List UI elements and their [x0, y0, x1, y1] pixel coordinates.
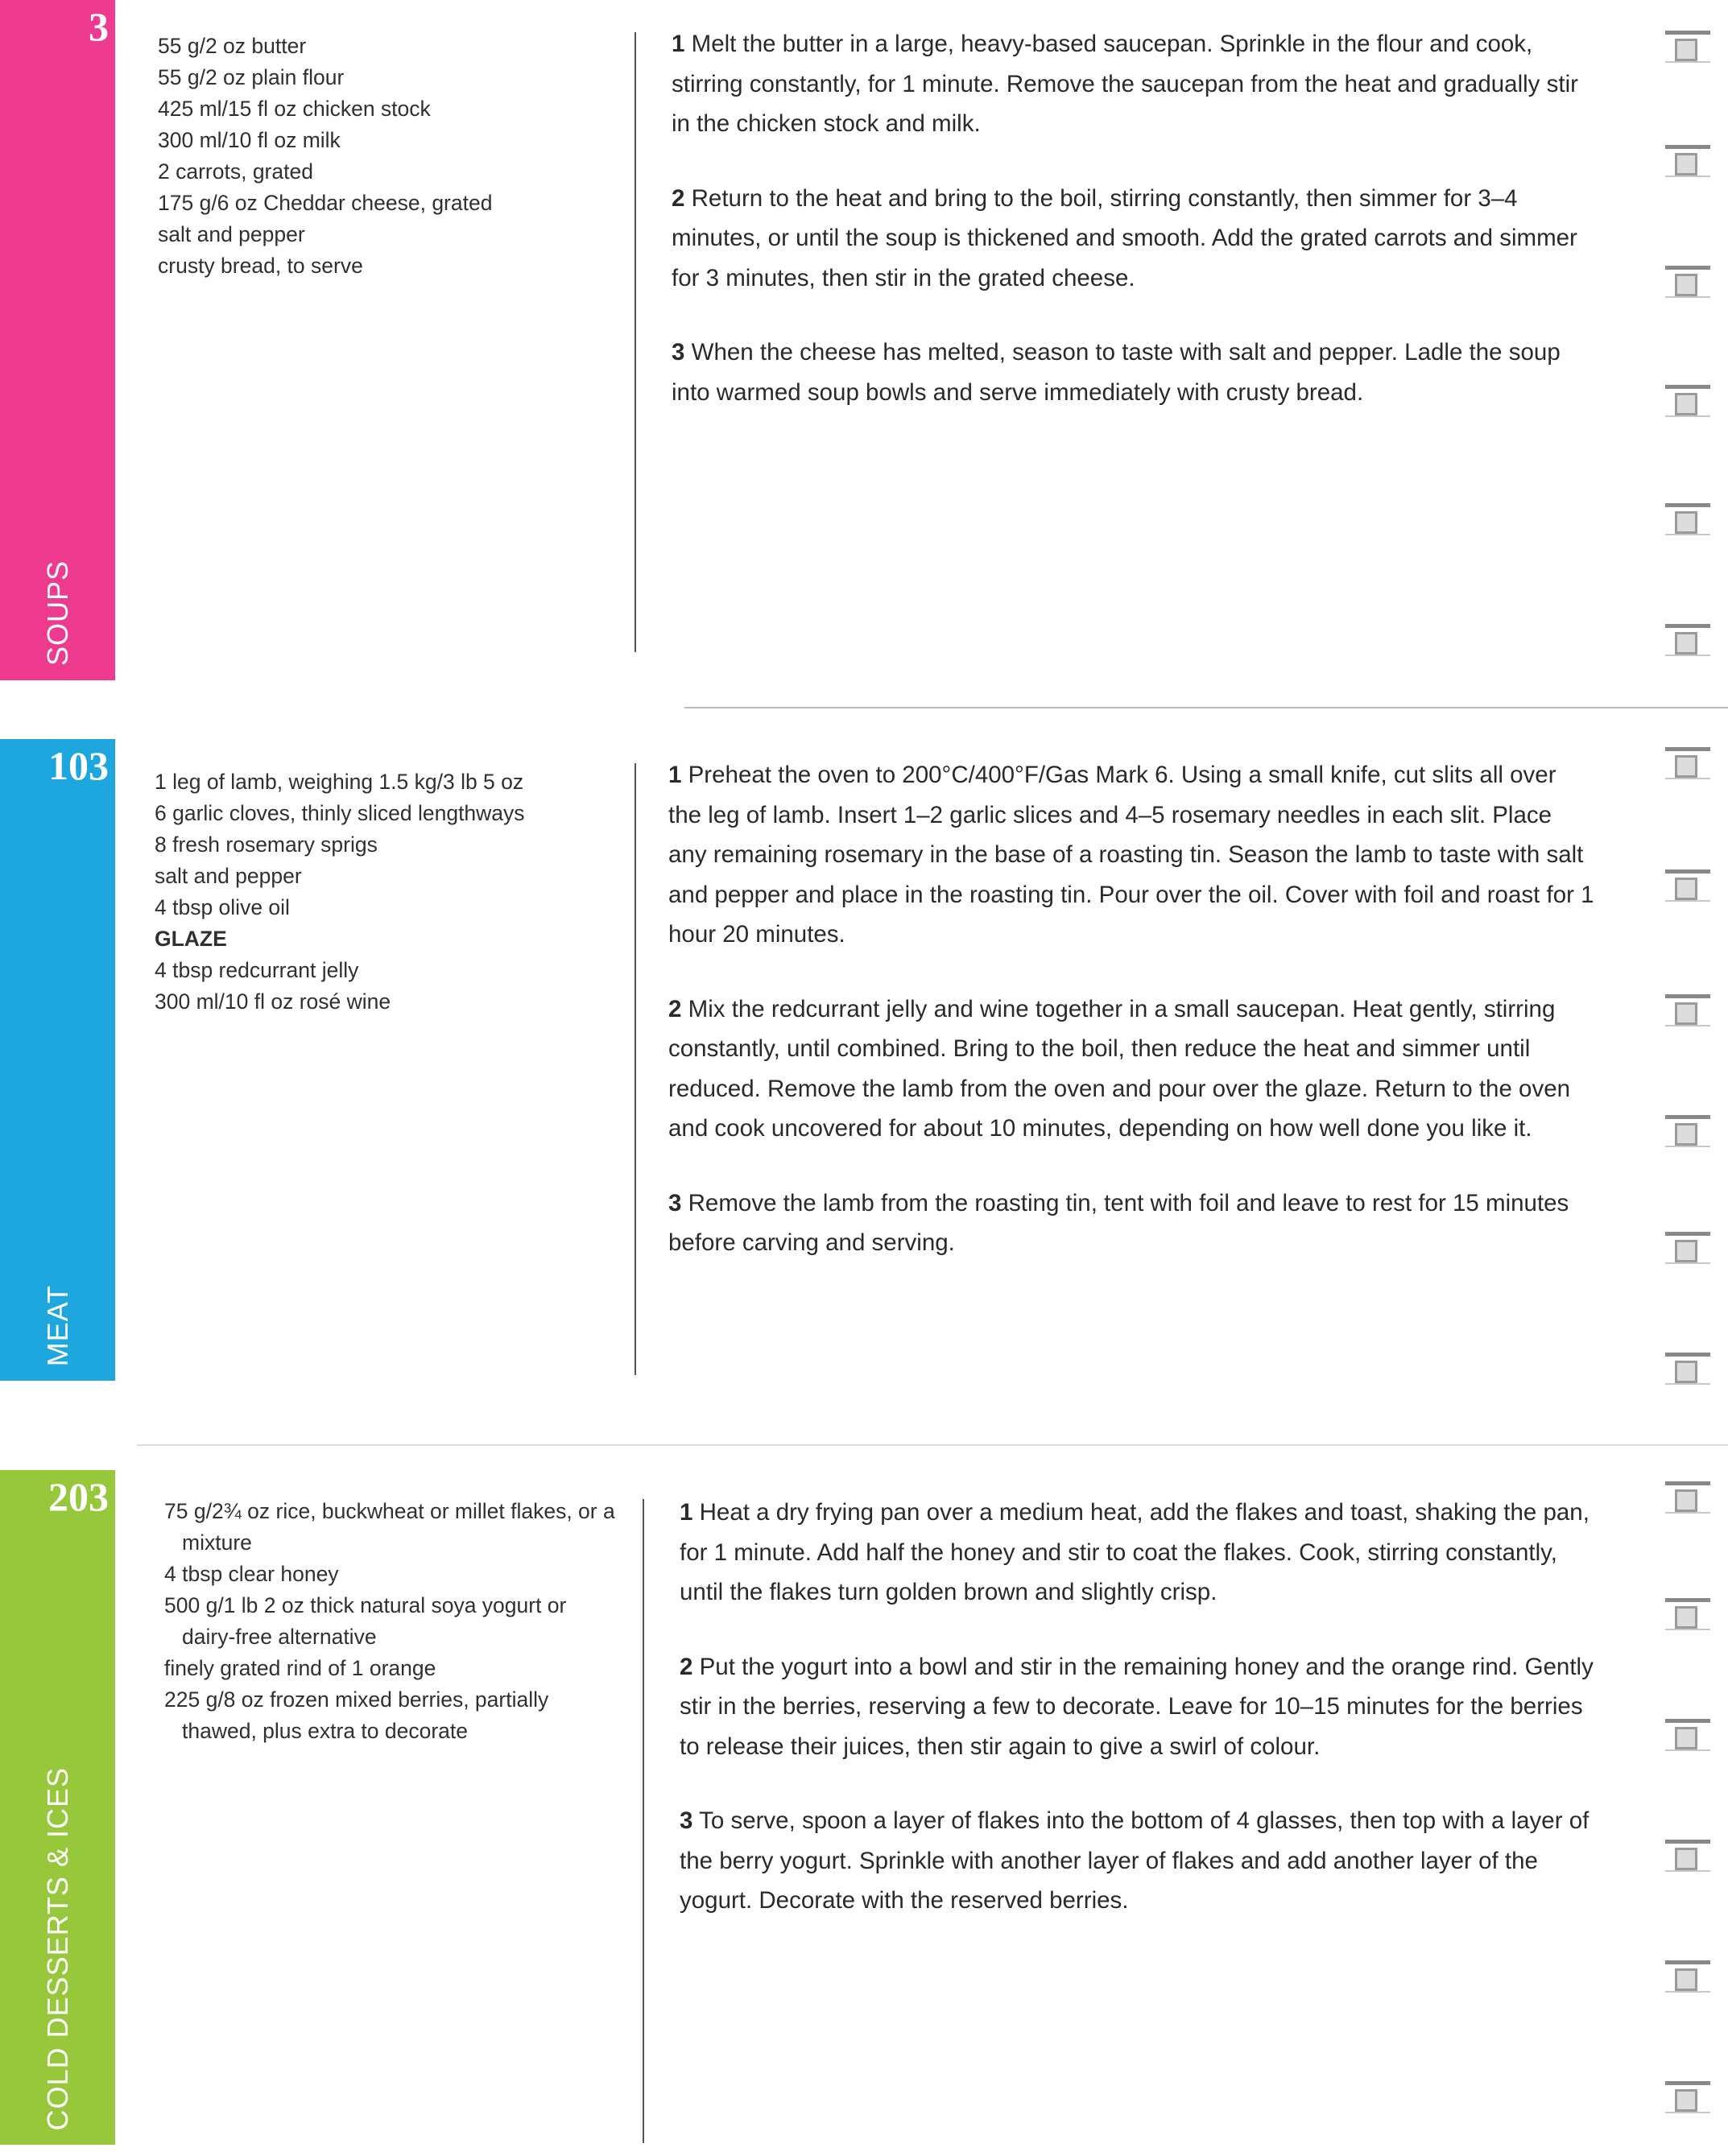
- card-separator: [137, 1444, 1728, 1446]
- ingredient-item: 4 tbsp redcurrant jelly: [155, 958, 359, 982]
- ingredient-item: salt and pepper: [155, 864, 302, 888]
- step-number: 3: [672, 339, 685, 366]
- card-tab: [0, 739, 115, 1381]
- method-steps: [672, 24, 1590, 447]
- step-number: 1: [672, 31, 685, 57]
- recipe-number: 203: [48, 1474, 109, 1519]
- binding-ring-icon: [1665, 747, 1710, 774]
- ingredient-item: salt and pepper: [158, 222, 305, 246]
- column-divider: [635, 763, 636, 1375]
- recipe-number: 3: [89, 4, 109, 49]
- method-steps: [680, 1493, 1606, 1956]
- step-number: 3: [668, 1189, 682, 1216]
- ingredients-list: [164, 1496, 615, 1747]
- ingredients-list: [158, 31, 609, 282]
- category-label: COLD DESSERTS & ICES: [40, 1766, 74, 2130]
- ingredient-item: 75 g/2¾ oz rice, buckwheat or millet flakes, or a mixture: [164, 1499, 615, 1555]
- card-separator: [684, 707, 1728, 708]
- ingredient-subheading: GLAZE: [155, 927, 227, 951]
- ingredient-item: 175 g/6 oz Cheddar cheese, grated: [158, 191, 493, 215]
- ingredient-item: crusty bread, to serve: [158, 254, 363, 278]
- binding-ring-icon: [1665, 1481, 1710, 1509]
- binding-ring-icon: [1665, 869, 1710, 897]
- step-text: When the cheese has melted, season to taste with salt and pepper. Ladle the soup into warmed soup bowls and serve immediately with crusty bread.: [672, 339, 1561, 406]
- step-text: To serve, spoon a layer of flakes into the bottom of 4 glasses, then top with a layer of the berry yogurt. Sprinkle with another layer of flakes and add another layer of the yogurt. Decorate with the reserved berries.: [680, 1807, 1590, 1914]
- ingredient-item: 225 g/8 oz frozen mixed berries, partially thawed, plus extra to decorate: [164, 1687, 549, 1743]
- binding-ring-icon: [1665, 385, 1710, 412]
- step-text: Put the yogurt into a bowl and stir in the remaining honey and the orange rind. Gently stir in the berries, reserving a few to decorate. Leave for 10–15 minutes for the berries to release their juices, then stir again to give a swirl of colour.: [680, 1653, 1594, 1760]
- step-text: Melt the butter in a large, heavy-based saucepan. Sprinkle in the flour and cook, stirring constantly, for 1 minute. Remove the saucepan from the heat and gradually stir in the chicken stock and milk.: [672, 31, 1578, 137]
- recipe-card-meat: [0, 739, 1728, 1383]
- ingredient-item: 425 ml/15 fl oz chicken stock: [158, 97, 431, 121]
- ingredient-item: 4 tbsp clear honey: [164, 1562, 339, 1586]
- step-number: 1: [668, 762, 682, 788]
- ingredient-item: finely grated rind of 1 orange: [164, 1656, 436, 1680]
- card-tab: [0, 0, 115, 680]
- step-text: Heat a dry frying pan over a medium heat, add the flakes and toast, shaking the pan, for 1 minute. Add half the honey and stir to coat the flakes. Cook, stirring constantly, until the flakes turn golden brown and slightly crisp.: [680, 1499, 1590, 1605]
- binding-ring-icon: [1665, 624, 1710, 651]
- step-number: 2: [672, 184, 685, 212]
- category-label: SOUPS: [40, 560, 74, 666]
- binding-ring-icon: [1665, 266, 1710, 293]
- binding-ring-icon: [1665, 1353, 1710, 1380]
- step-text: Preheat the oven to 200°C/400°F/Gas Mark 6. Using a small knife, cut slits all over the leg of lamb. Insert 1–2 garlic slices and 4–5 rosemary needles in each slit. Place any remaining rosemary in the base of a roasting tin. Season the lamb to taste with salt and pepper and place in the roasting tin. Pour over the oil. Cover with foil and roast for 1 hour 20 minutes.: [668, 762, 1594, 948]
- method-step: [680, 1647, 1606, 1767]
- binding-ring-icon: [1665, 1840, 1710, 1867]
- column-divider: [635, 32, 636, 652]
- method-step: [680, 1801, 1606, 1921]
- method-steps: [668, 755, 1594, 1298]
- method-step: [680, 1493, 1606, 1613]
- recipe-card-cold-desserts: [0, 1470, 1728, 2156]
- binding-ring-icon: [1665, 145, 1710, 172]
- step-number: 2: [680, 1653, 693, 1680]
- spiral-binding: [1659, 0, 1728, 2156]
- binding-ring-icon: [1665, 2081, 1710, 2109]
- recipe-card-soups: [0, 0, 1728, 684]
- category-label: MEAT: [40, 1284, 74, 1366]
- step-number: 2: [668, 995, 682, 1022]
- binding-ring-icon: [1665, 31, 1710, 58]
- recipe-number: 103: [48, 743, 109, 788]
- binding-ring-icon: [1665, 1598, 1710, 1625]
- ingredient-item: 500 g/1 lb 2 oz thick natural soya yogurt or dairy-free alternative: [164, 1593, 567, 1649]
- ingredients-list: [155, 766, 622, 1018]
- ingredient-item: 8 fresh rosemary sprigs: [155, 832, 378, 857]
- method-step: [672, 24, 1590, 144]
- method-step: [668, 755, 1594, 955]
- step-number: 1: [680, 1499, 693, 1526]
- column-divider: [643, 1499, 644, 2143]
- method-step: [668, 1183, 1594, 1263]
- ingredient-item: 6 garlic cloves, thinly sliced lengthways: [155, 801, 525, 825]
- method-step: [672, 179, 1590, 299]
- method-step: [668, 989, 1594, 1149]
- ingredient-item: 55 g/2 oz plain flour: [158, 65, 345, 89]
- ingredient-item: 1 leg of lamb, weighing 1.5 kg/3 lb 5 oz: [155, 770, 524, 794]
- step-text: Remove the lamb from the roasting tin, tent with foil and leave to rest for 15 minutes before carving and serving.: [668, 1189, 1569, 1256]
- binding-ring-icon: [1665, 1232, 1710, 1259]
- step-number: 3: [680, 1807, 693, 1834]
- method-step: [672, 332, 1590, 412]
- binding-ring-icon: [1665, 994, 1710, 1022]
- ingredient-item: 4 tbsp olive oil: [155, 895, 290, 919]
- binding-ring-icon: [1665, 503, 1710, 531]
- step-text: Return to the heat and bring to the boil, stirring constantly, then simmer for 3–4 minutes, or until the soup is thickened and smooth. Add the grated carrots and simmer for 3 minutes, then stir in the grated cheese.: [672, 184, 1577, 291]
- binding-ring-icon: [1665, 1960, 1710, 1988]
- ingredient-item: 300 ml/10 fl oz milk: [158, 128, 341, 152]
- ingredient-item: 55 g/2 oz butter: [158, 34, 307, 58]
- step-text: Mix the redcurrant jelly and wine together in a small saucepan. Heat gently, stirring constantly, until combined. Bring to the boil, then reduce the heat and simmer until reduced. Remove the lamb from the oven and pour over the glaze. Return to the oven and cook uncovered for about 10 minutes, depending on how well done you like it.: [668, 995, 1571, 1142]
- ingredient-item: 300 ml/10 fl oz rosé wine: [155, 989, 391, 1014]
- card-tab: [0, 1470, 115, 2145]
- ingredient-item: 2 carrots, grated: [158, 159, 313, 184]
- binding-ring-icon: [1665, 1719, 1710, 1746]
- binding-ring-icon: [1665, 1115, 1710, 1142]
